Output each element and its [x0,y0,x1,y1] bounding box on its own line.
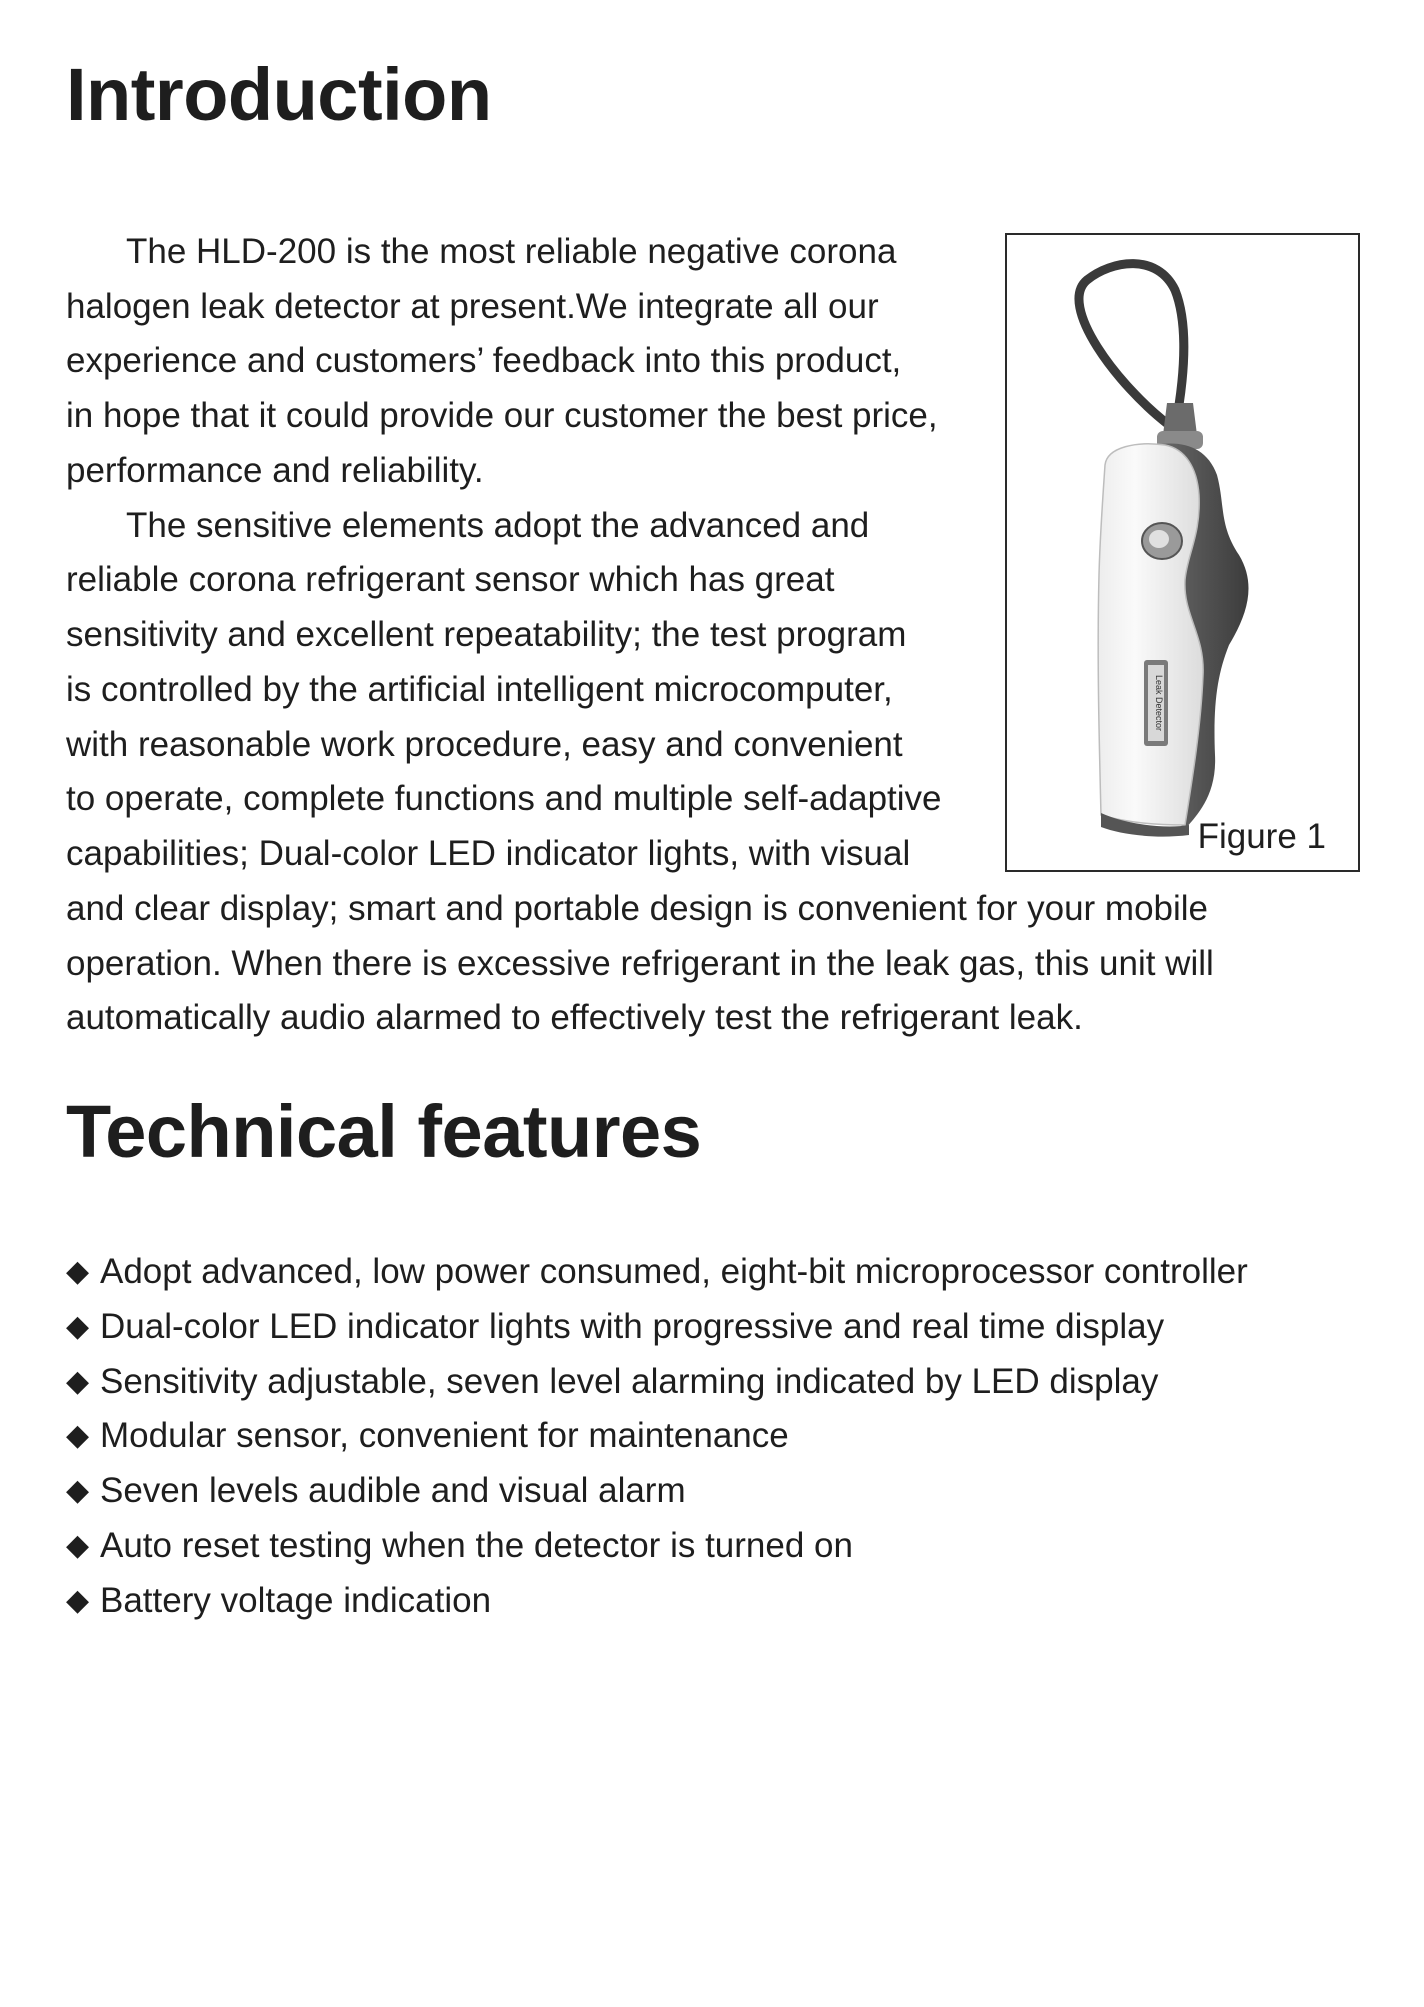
intro-line: halogen leak detector at present.We integrate all our [66,287,879,326]
intro-line: operation. When there is excessive refrigerant in the leak gas, this unit will [66,944,1214,983]
diamond-bullet-icon: ◆ [66,1528,90,1562]
intro-line: with reasonable work procedure, easy and convenient [66,725,903,764]
feature-text: Seven levels audible and visual alarm [100,1471,686,1510]
diamond-bullet-icon: ◆ [66,1309,90,1343]
intro-line: in hope that it could provide our customer the best price, [66,396,938,435]
feature-item [66,1254,1248,1289]
diamond-bullet-icon: ◆ [66,1254,90,1288]
leak-detector-image [1007,235,1358,870]
feature-text: Sensitivity adjustable, seven level alarming indicated by LED display [100,1362,1159,1401]
intro-line: experience and customers’ feedback into this product, [66,341,902,380]
feature-item [66,1364,1158,1399]
feature-item [66,1309,1164,1344]
device-label: Leak Detector [1154,674,1164,732]
feature-item [66,1583,491,1618]
diamond-bullet-icon: ◆ [66,1583,90,1617]
intro-line: is controlled by the artificial intelligent microcomputer, [66,670,893,709]
intro-line: and clear display; smart and portable design is convenient for your mobile [66,889,1209,928]
technical-features-heading: Technical features [66,1090,702,1173]
intro-line: sensitivity and excellent repeatability; the test program [66,615,907,654]
feature-item [66,1473,686,1508]
figure-caption: Figure 1 [1197,817,1326,856]
diamond-bullet-icon: ◆ [66,1364,90,1398]
introduction-heading: Introduction [66,53,492,136]
intro-line: The sensitive elements adopt the advanced and [126,506,870,545]
feature-item [66,1418,789,1453]
feature-item [66,1528,853,1563]
intro-line: automatically audio alarmed to effectively test the refrigerant leak. [66,998,1083,1037]
feature-text: Battery voltage indication [100,1581,492,1620]
diamond-bullet-icon: ◆ [66,1418,90,1452]
intro-line: The HLD-200 is the most reliable negative corona [126,232,897,271]
feature-text: Modular sensor, convenient for maintenance [100,1416,789,1455]
feature-text: Auto reset testing when the detector is turned on [100,1526,853,1565]
feature-text: Adopt advanced, low power consumed, eight-bit microprocessor controller [100,1252,1248,1291]
intro-line: reliable corona refrigerant sensor which has great [66,560,835,599]
diamond-bullet-icon: ◆ [66,1473,90,1507]
figure-1 [1005,233,1360,872]
feature-text: Dual-color LED indicator lights with progressive and real time display [100,1307,1165,1346]
intro-line: capabilities; Dual-color LED indicator lights, with visual [66,834,911,873]
intro-line: performance and reliability. [66,451,484,490]
intro-line: to operate, complete functions and multiple self-adaptive [66,779,942,818]
